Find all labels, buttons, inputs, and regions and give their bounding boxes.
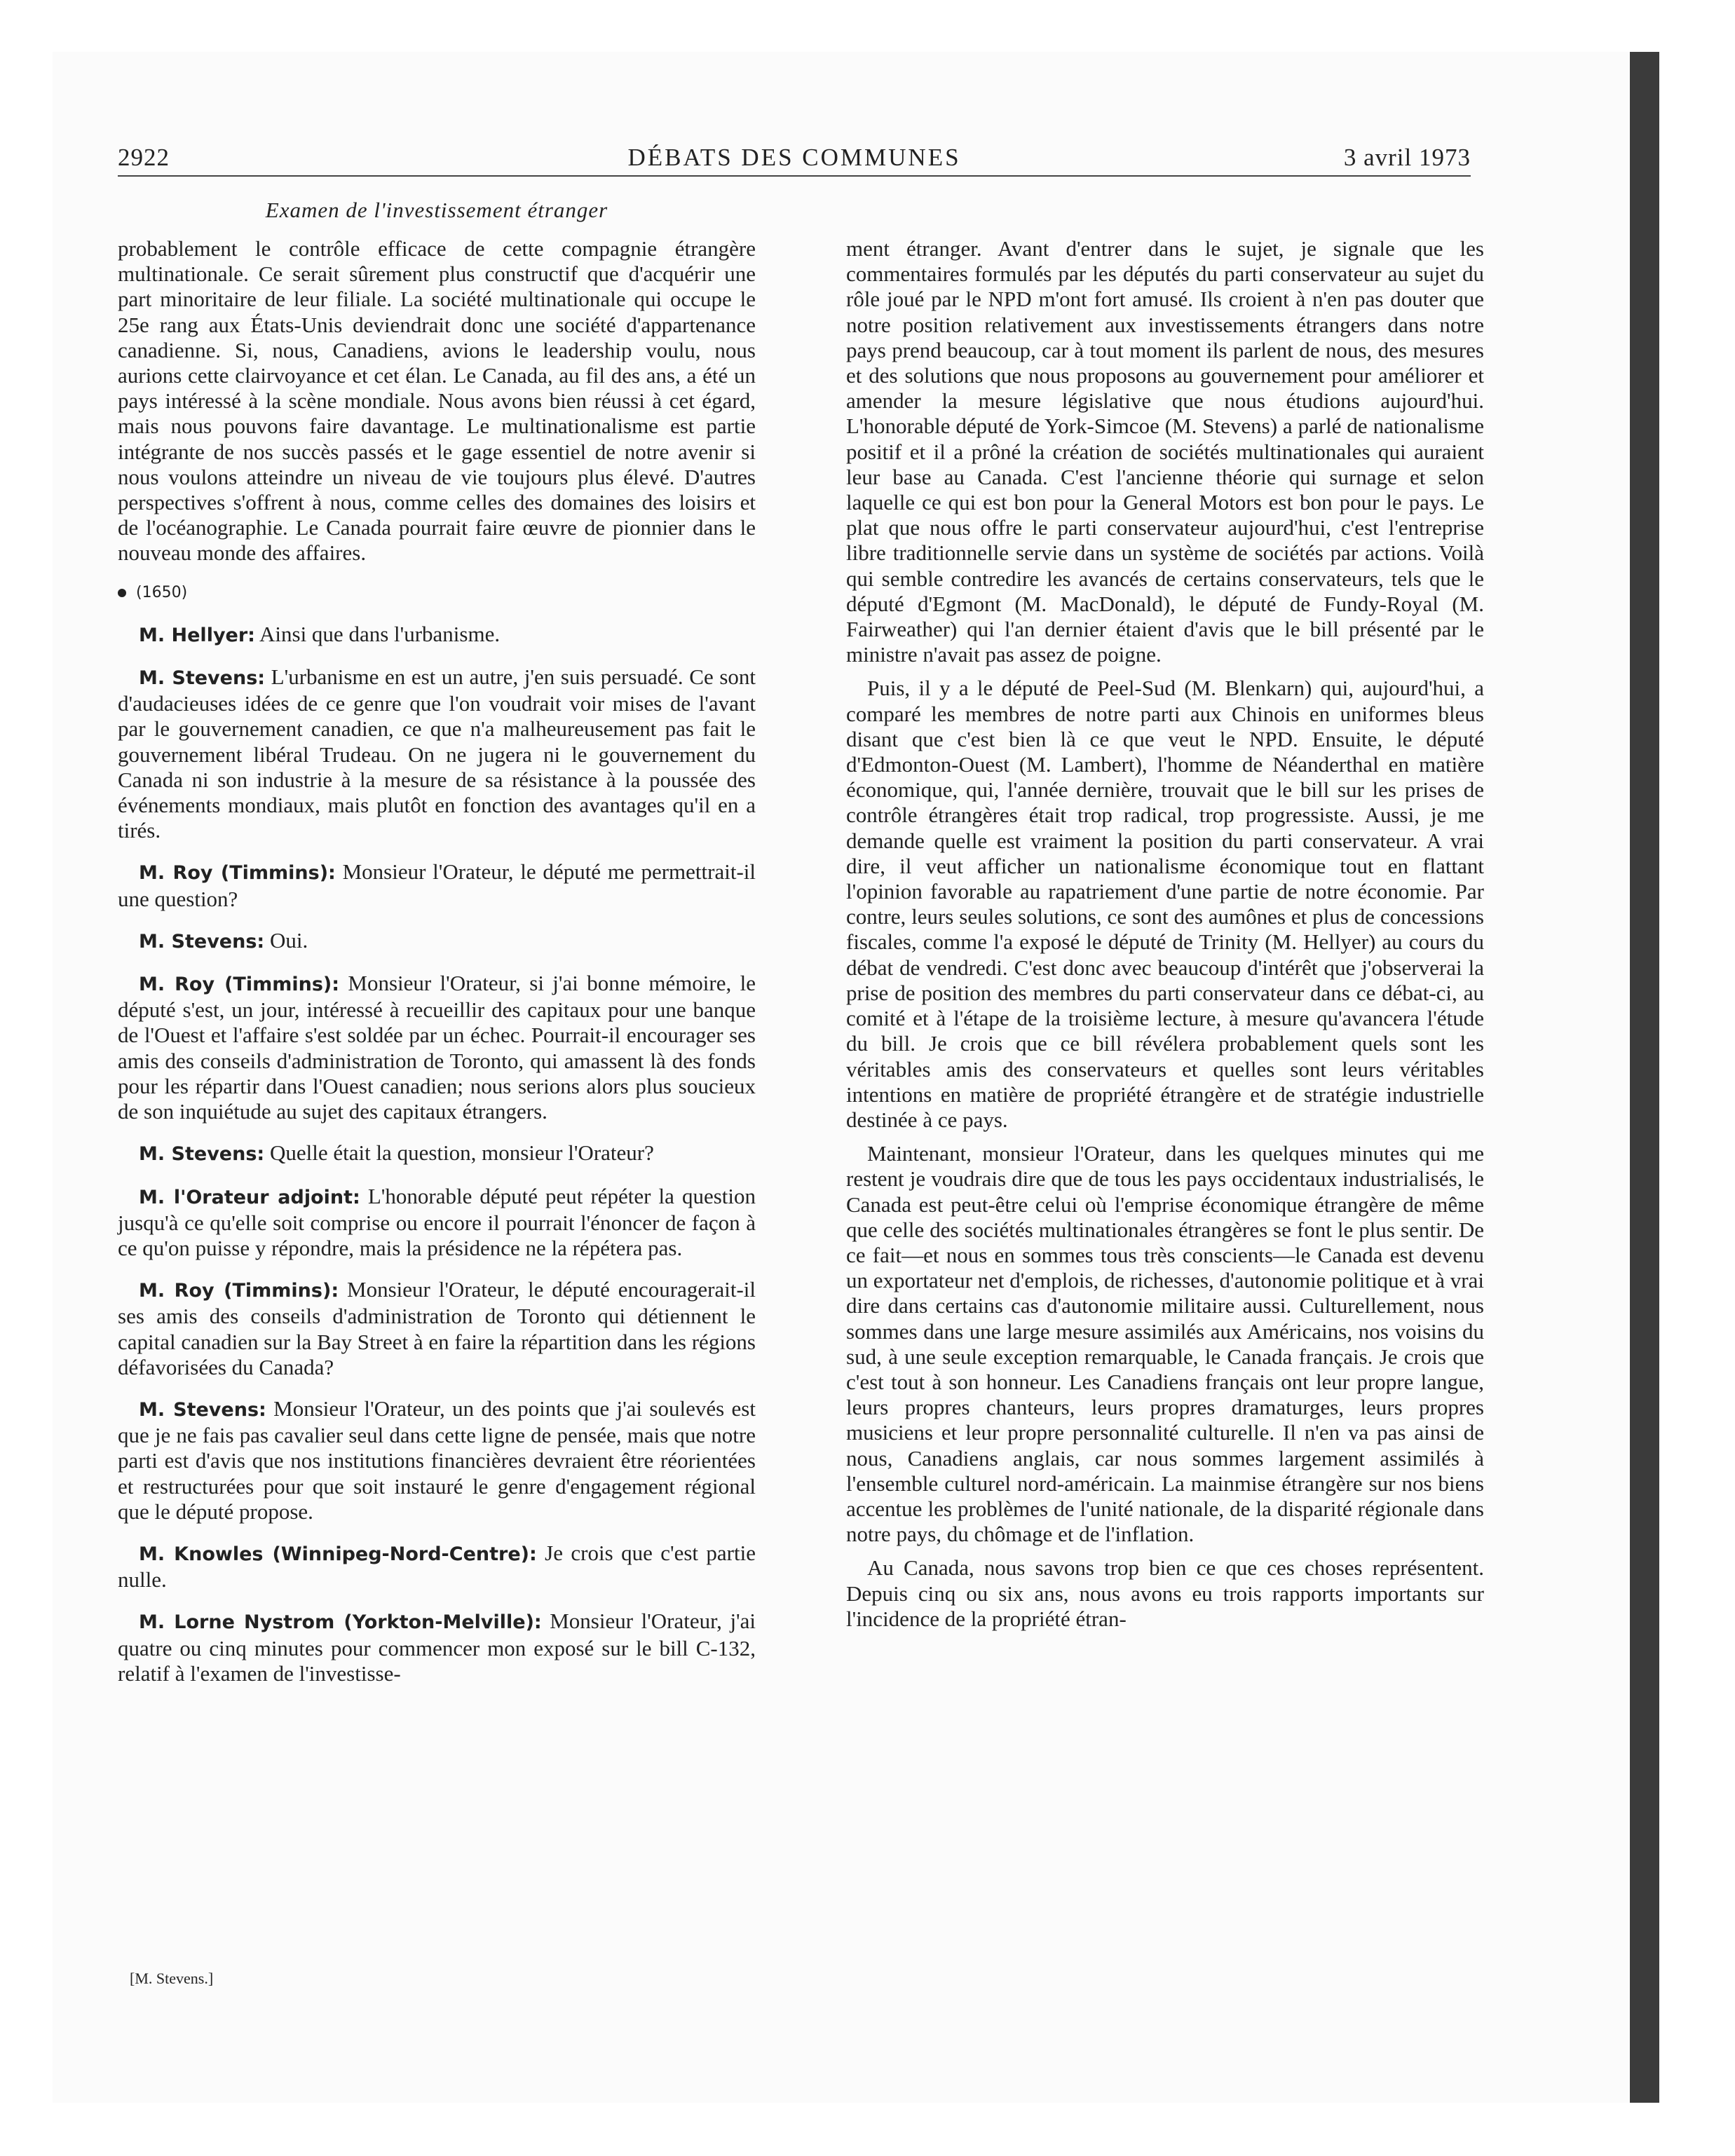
speaker-name: M. l'Orateur adjoint: — [139, 1186, 360, 1208]
speech-text: Ainsi que dans l'urbanisme. — [254, 621, 501, 646]
speech — [118, 664, 756, 843]
left-column — [118, 236, 756, 1686]
header-rule — [118, 175, 1471, 177]
speaker-name: M. Stevens: — [139, 930, 265, 953]
speaker-name: M. Roy (Timmins): — [139, 974, 340, 996]
scan-margin-bottom — [0, 2103, 1735, 2156]
scan-margin-left — [0, 0, 53, 2156]
publication-title: DÉBATS DES COMMUNES — [627, 144, 961, 171]
speech-text: Monsieur l'Orateur, le député encouragerait-il ses amis des conseils d'administration de Toronto qui détiennent le capital canadien sur la Bay Street à en faire la répartition dans les régions défavorisées du Canada? — [118, 1277, 756, 1379]
speaker-name: M. Roy (Timmins): — [139, 1280, 339, 1302]
speaker-name: M. Knowles (Winnipeg-Nord-Centre): — [139, 1543, 537, 1565]
speech-text: Monsieur l'Orateur, j'ai quatre ou cinq minutes pour commencer mon exposé sur le bill C-132, relatif à l'examen de l'investisse- — [118, 1609, 756, 1686]
page-header — [118, 144, 1471, 177]
speech — [118, 1184, 756, 1262]
speech — [118, 622, 756, 648]
speech — [118, 1277, 756, 1380]
speech-text: Monsieur l'Orateur, un des points que j'ai soulevés est que je ne fais pas cavalier seul dans cette ligne de pensée, mais que notre parti est d'avis que nos institutions financières devraient être réorientées et restructurées pour que soit instauré le genre d'engagement régional que le député propose. — [118, 1396, 756, 1524]
speech — [118, 971, 756, 1124]
speech-text: Oui. — [264, 927, 308, 953]
bullet-icon — [118, 589, 126, 597]
speech — [118, 1396, 756, 1524]
speech — [118, 1541, 756, 1592]
page-date: 3 avril 1973 — [1343, 144, 1471, 171]
speech-text: Quelle était la question, monsieur l'Orateur? — [264, 1140, 654, 1166]
speaker-name: M. Roy (Timmins): — [139, 862, 336, 885]
speech — [118, 859, 756, 911]
time-marker: (1650) — [118, 580, 756, 606]
speaker-name: M. Lorne Nystrom (Yorkton-Melville): — [139, 1611, 542, 1634]
right-column — [846, 236, 1484, 1632]
speaker-name: M. Stevens: — [139, 1398, 266, 1421]
scan-margin-top — [0, 0, 1735, 52]
speech — [118, 928, 756, 955]
speech-text: Je crois que c'est partie nulle. — [118, 1540, 756, 1592]
speaker-name: M. Hellyer: — [139, 624, 255, 646]
paragraph: Puis, il y a le député de Peel-Sud (M. Blenkarn) qui, aujourd'hui, a comparé les membres de notre parti aux Chinois en uniformes bleus disant que c'est bien là ce que veut le NPD. Ensuite, le député d'Edmonton-Ouest (M. Lambert), l'homme de Néanderthal en matière économique, qui, l'année dernière, trouvait que le bill sur les prises de contrôle étrangères était trop radical, trop progressiste. Aussi, je me demande quelle est vraiment la position du parti conservateur. A vrai dire, il veut afficher un nationalisme économique tout en flattant l'opinion favorable au rapatriement d'une partie de notre économie. Par contre, leurs seules solutions, ce sont des aumônes et plus de concessions fiscales, comme l'a exposé le député de Trinity (M. Hellyer) au cours du débat de vendredi. C'est donc avec beaucoup d'intérêt que j'observerai la prise de position des membres du parti conservateur dans ce débat-ci, au comité et à l'étape de la troisième lecture, à mesure qu'avancera l'étude du bill. Je crois que ce bill révélera probablement quels sont les véritables amis des conservateurs et quelles sont leurs véritables intentions en matière de propriété étrangère et de stratégie industrielle destinée à ce pays. — [846, 676, 1484, 1132]
speaker-name: M. Stevens: — [139, 667, 266, 690]
speech-text: Monsieur l'Orateur, le député me permettrait-il une question? — [118, 859, 756, 911]
scan-binding-edge — [1630, 52, 1659, 2103]
speech — [118, 1609, 756, 1686]
speech-text: Monsieur l'Orateur, si j'ai bonne mémoire, le député s'est, un jour, intéressé à recueillir des capitaux pour une banque de l'Ouest et l'affaire s'est soldée par un échec. Pourrait-il encourager ses amis des conseils d'administration de Toronto, qui amassent là des fonds pour les répartir dans l'Ouest canadien; nous serions alors plus soucieux de son inquiétude au sujet des capitaux étrangers. — [118, 971, 756, 1124]
page-number: 2922 — [118, 144, 170, 171]
speech-text: L'honorable député peut répéter la question jusqu'à ce qu'elle soit comprise ou encore il pourrait l'énoncer de façon à ce qu'on puisse y répondre, mais la présidence ne la répétera pas. — [118, 1183, 756, 1260]
section-subheading: Examen de l'investissement étranger — [265, 198, 608, 222]
speaker-name: M. Stevens: — [139, 1143, 265, 1166]
paragraph: probablement le contrôle efficace de cette compagnie étrangère multinationale. Ce serait sûrement plus constructif que d'acquérir une part minoritaire de leur filiale. La société multinationale qui occupe le 25e rang aux États-Unis deviendrait donc une société d'appartenance canadienne. Si, nous, Canadiens, avions le leadership voulu, nous aurions cette clairvoyance et cet élan. Le Canada, au fil des ans, a été un pays intéressé à la scène mondiale. Nous avons bien réussi à cet égard, mais nous pouvons faire davantage. Le multinationalisme est partie intégrante de nos succès passés et le gage essentiel de notre avenir si nous voulons atteindre un niveau de vie toujours plus élevé. D'autres perspectives s'offrent à nous, comme celles des domaines des loisirs et de l'océanographie. Le Canada pourrait faire œuvre de pionnier dans le nouveau monde des affaires. — [118, 236, 756, 566]
paragraph: Maintenant, monsieur l'Orateur, dans les quelques minutes qui me restent je voudrais dire que de tous les pays occidentaux industrialisés, le Canada est peut-être celui où l'emprise économique étrangère de même que celle des sociétés multinationales étrangères se font le plus sentir. De ce fait—et nous en sommes tous très conscients—le Canada est devenu un exportateur net d'emplois, de richesses, d'autonomie politique et à vrai dire dans certains cas d'autonomie militaire aussi. Culturellement, nous sommes dans une large mesure assimilés aux Américains, nos voisins du sud, à une seule exception remarquable, le Canada français. Je crois que c'est tout à son honneur. Les Canadiens français ont leur propre langue, leurs propres chanteurs, leurs propres dramaturges, leurs propres musiciens et leur propre personnalité culturelle. Il n'en va pas ainsi de nous, Canadiens anglais, car nous sommes largement assimilés à l'ensemble culturel nord-américain. La mainmise étrangère sur nos biens accentue les problèmes de l'unité nationale, de la disparité régionale dans notre pays, du chômage et de l'inflation. — [846, 1141, 1484, 1547]
speech — [118, 1140, 756, 1167]
scan-margin-right — [1659, 0, 1735, 2156]
speech-text: L'urbanisme en est un autre, j'en suis persuadé. Ce sont d'audacieuses idées de ce genre que l'on voudrait voir mises de l'avant par le gouvernement canadien, ce que n'a malheureusement pas fait le gouvernement libéral Trudeau. On ne jugera ni le gouvernement du Canada ni son industrie à la mesure de sa résistance à la poussée des événements mondiaux, mais plutôt en fonction des avantages qu'il en a tirés. — [118, 664, 756, 843]
speaker-footnote: [M. Stevens.] — [130, 1970, 214, 1987]
paragraph: ment étranger. Avant d'entrer dans le sujet, je signale que les commentaires formulés par les députés du parti conservateur au sujet du rôle joué par le NPD m'ont fort amusé. Ils croient à n'en pas douter que notre position relativement aux investissements étrangers dans notre pays prend beaucoup, car à tout moment ils parlent de nous, des mesures et des solutions que nous proposons au gouvernement pour améliorer et amender la mesure législative que nous étudions aujourd'hui. L'honorable député de York-Simcoe (M. Stevens) a parlé de nationalisme positif et il a prôné la création de sociétés multinationales qui auraient leur base au Canada. C'est l'ancienne théorie qui surnage et selon laquelle ce qui est bon pour la General Motors est bon pour le pays. Le plat que nous offre le parti conservateur aujourd'hui, c'est l'entreprise libre traditionnelle servie dans un système de sociétés par actions. Voilà qui semble contredire les avancés de certains conservateurs, tels que le député d'Egmont (M. MacDonald), le député de Fundy-Royal (M. Fairweather) qui l'an dernier étaient d'avis que le bill présenté par le ministre n'avait pas assez de poigne. — [846, 236, 1484, 667]
paragraph: Au Canada, nous savons trop bien ce que ces choses représentent. Depuis cinq ou six ans, nous avons eu trois rapports importants sur l'incidence de la propriété étran- — [846, 1555, 1484, 1631]
